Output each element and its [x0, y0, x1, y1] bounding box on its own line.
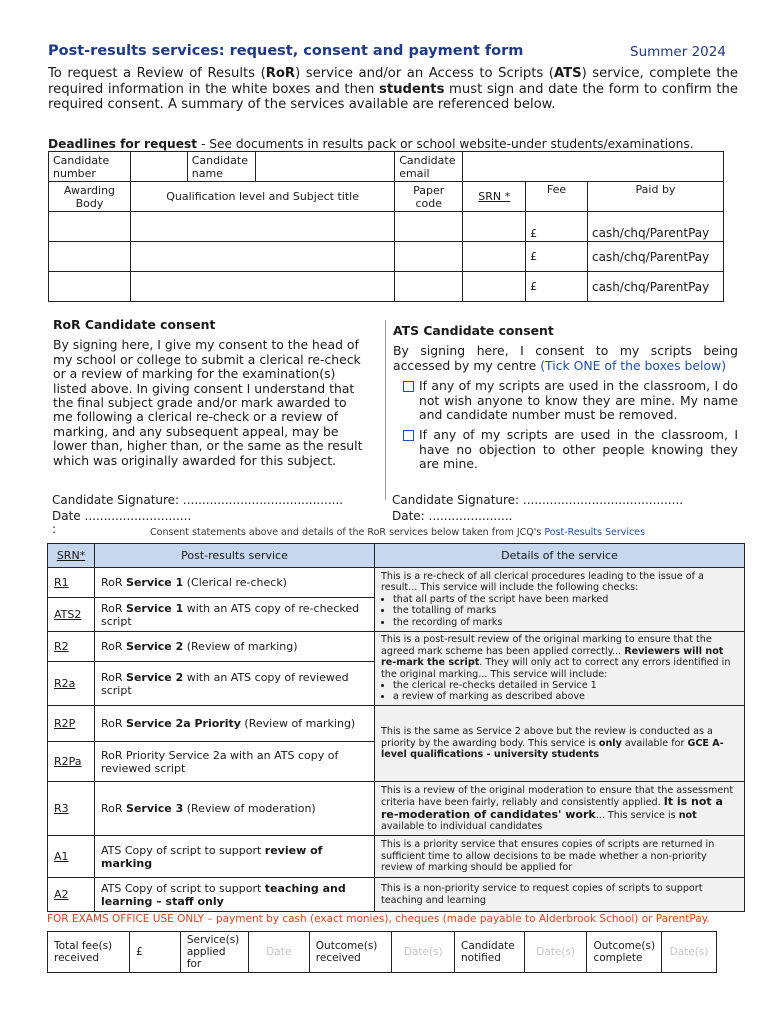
ats-consent-section [393, 324, 738, 472]
details-a1: This is a priority service that ensures copies of scripts are returned in sufficient time to allow decisions to be made whether a non-priority review of marking should be applied for [375, 836, 745, 878]
table-row [48, 782, 745, 836]
consent-note-text: Consent statements above and details of the RoR services below taken from [150, 527, 517, 538]
details-bold: It is not a re-moderation of candidates' work [381, 795, 723, 821]
table-row [48, 568, 745, 598]
srn-header: SRN * [463, 182, 526, 212]
tick-box-option-1[interactable] [403, 381, 414, 392]
details-text-part: This is a review of the original moderation to ensure that the assessment criteria have been fairly, reliably and consistently applied. [381, 784, 734, 809]
tick-box-option-2[interactable] [403, 430, 414, 441]
details-text-part: . They will only act to correct any errors identified in the original marking... This service will include: [381, 657, 731, 680]
table-row [48, 878, 745, 912]
paid-by-field[interactable]: cash/chq/ParentPay [587, 212, 723, 242]
service-r2p [95, 706, 375, 742]
exams-office-table [47, 931, 717, 973]
candidate-notified-label: Candidate notified [455, 932, 525, 973]
srn-column-header: SRN* [48, 544, 95, 568]
details-text [381, 634, 738, 680]
srn-a1: A1 [48, 836, 95, 878]
service-bold: Service 1 [126, 601, 184, 615]
awarding-body-header: Awarding Body [49, 182, 131, 212]
awarding-body-field[interactable] [49, 212, 131, 242]
qualification-field[interactable] [130, 272, 394, 302]
ror-signature-line[interactable]: Candidate Signature: .......................................... [52, 493, 344, 507]
table-row [48, 632, 745, 662]
service-text: ATS Copy of script to support [101, 843, 265, 857]
services-table [47, 543, 745, 912]
srn-field[interactable] [463, 272, 526, 302]
qualification-field[interactable] [130, 242, 394, 272]
dates-field[interactable]: Date(s) [392, 932, 455, 973]
ror-date-colon: : [52, 522, 57, 536]
paper-code-field[interactable] [395, 212, 463, 242]
intro-ror: RoR [265, 66, 296, 81]
form-title: Post-results services: request, consent and payment form [48, 43, 524, 59]
details-column-header: Details of the service [375, 544, 745, 568]
deadlines-line [48, 137, 748, 151]
service-text: RoR [101, 640, 127, 653]
details-bold: not [678, 809, 697, 821]
srn-r3: R3 [48, 782, 95, 836]
details-service-3 [375, 782, 745, 836]
details-text-part: available to individual candidates [381, 820, 543, 832]
service-text: RoR [101, 717, 127, 730]
service-text: with an ATS copy of reviewed script [101, 670, 349, 697]
srn-ats2: ATS2 [48, 598, 95, 632]
intro-students: students [378, 81, 445, 97]
deadlines-label: Deadlines for request [48, 137, 198, 151]
exams-office-note: FOR EXAMS OFFICE USE ONLY – payment by cash (exact monies), cheques (made payable to Alderbrook School) or ParentPay. [47, 913, 710, 925]
srn-r2: R2 [48, 632, 95, 662]
service-r3 [95, 782, 375, 836]
date-field[interactable]: Date [248, 932, 309, 973]
service-a2 [95, 878, 375, 912]
service-text: (Clerical re-check) [183, 576, 287, 589]
ats-option-2-text: If any of my scripts are used in the classroom, I have no objection to other people knowing they are mine. [419, 427, 738, 472]
consent-source-note [150, 527, 645, 538]
table-row [48, 706, 745, 742]
candidate-name-field[interactable] [255, 152, 395, 182]
srn-r1: R1 [48, 568, 95, 598]
service-a1 [95, 836, 375, 878]
paper-code-field[interactable] [395, 272, 463, 302]
ats-signature-line[interactable]: Candidate Signature: .......................................... [392, 493, 684, 507]
service-bold: Service 2 [126, 670, 184, 684]
details-bold: only [598, 737, 622, 749]
srn-r2p: R2P [48, 706, 95, 742]
ror-consent-section [53, 318, 363, 468]
intro-text: must sign and date the form to confirm the required consent. A summary of the services available are referenced below. [48, 81, 739, 113]
intro-ats: ATS [553, 66, 582, 81]
details-text-part: ... This service is [595, 809, 679, 821]
service-text: (Review of marking) [240, 717, 356, 730]
details-service-1 [375, 568, 745, 632]
fee-header: Fee [526, 182, 588, 212]
details-text-part: This is a post-result review of the original marking to ensure that the agreed mark scheme has been applied correctly... [381, 634, 712, 657]
details-text: This is a re-check of all clerical procedures leading to the issue of a result... This service will include the following checks: [381, 570, 704, 594]
ror-consent-heading: RoR Candidate consent [53, 317, 216, 332]
ats-consent-heading: ATS Candidate consent [393, 323, 554, 338]
service-text: RoR [101, 601, 127, 615]
service-bold: Service 3 [126, 802, 184, 815]
candidate-number-field[interactable] [130, 152, 187, 182]
total-fees-field[interactable]: £ [130, 932, 181, 973]
deadlines-text: - See documents in results pack or school website-under students/examinations. [197, 137, 694, 151]
service-bold: Service 2a Priority [126, 717, 241, 730]
srn-r2pa: R2Pa [48, 742, 95, 782]
intro-text: ) service, complete the required information in the white boxes and then [48, 66, 738, 97]
details-bullet: • the recording of marks [393, 617, 738, 628]
qualification-field[interactable] [130, 212, 394, 242]
ats-date-line[interactable]: Date: ...................... [392, 509, 513, 523]
fee-field[interactable]: £ [526, 272, 588, 302]
section-divider [385, 320, 386, 500]
paid-by-header: Paid by [587, 182, 723, 212]
details-text-part: This is the same as Service 2 above but the review is conducted as a priority by the awarding body. This service is [381, 726, 713, 749]
table-row [49, 242, 724, 272]
service-bold: review of marking [101, 843, 323, 870]
intro-text: To request a Review of Results ( [48, 66, 266, 81]
service-column-header: Post-results service [95, 544, 375, 568]
srn-a2: A2 [48, 878, 95, 912]
service-text: ATS Copy of script to support [101, 881, 265, 895]
services-applied-label: Service(s) applied for [180, 932, 248, 973]
awarding-body-field[interactable] [49, 242, 131, 272]
details-service-2a [375, 706, 745, 782]
table-row [49, 272, 724, 302]
details-bullet: • that all parts of the script have been marked [393, 594, 738, 605]
candidate-email-field[interactable] [463, 152, 724, 182]
total-fees-label: Total fee(s) received [48, 932, 130, 973]
intro-paragraph [48, 66, 738, 113]
service-text: RoR [101, 576, 127, 589]
details-text-part: available for [621, 737, 688, 749]
details-bold: GCE A-level qualifications - university students [381, 737, 724, 761]
ats-option-1 [403, 379, 738, 422]
table-row [48, 932, 717, 973]
outcome-complete-label: Outcome(s) complete [587, 932, 662, 973]
ats-consent-body: By signing here, I consent to my scripts being accessed by my centre [393, 343, 738, 373]
service-bold: Service 1 [126, 576, 184, 589]
outcome-received-label: Outcome(s) received [309, 932, 392, 973]
paper-code-header: Paper code [395, 182, 463, 212]
srn-field[interactable] [463, 242, 526, 272]
details-bullet: • a review of marking as described above [393, 691, 738, 702]
service-r2a [95, 662, 375, 706]
service-text: RoR [101, 670, 127, 684]
service-r1 [95, 568, 375, 598]
awarding-body-field[interactable] [49, 272, 131, 302]
table-row [49, 212, 724, 242]
ats-option-2 [403, 428, 738, 471]
post-results-link[interactable]: Post-Results Services [541, 527, 646, 538]
ats-option-1-text: If any of my scripts are used in the classroom, I do not wish anyone to know they are mine. My name and candidate number must be removed. [419, 378, 738, 423]
service-ats2 [95, 598, 375, 632]
candidate-email-label: Candidate email [395, 152, 463, 182]
service-bold: teaching and learning – staff only [101, 881, 346, 908]
season-label: Summer 2024 [630, 44, 726, 60]
service-text: RoR [101, 802, 127, 815]
fee-field[interactable]: £ [526, 242, 588, 272]
details-service-2 [375, 632, 745, 706]
dates-field[interactable]: Date(s) [524, 932, 587, 973]
service-text: (Review of marking) [183, 640, 298, 653]
srn-r2a: R2a [48, 662, 95, 706]
paid-by-field[interactable]: cash/chq/ParentPay [587, 272, 723, 302]
paid-by-field[interactable]: cash/chq/ParentPay [587, 242, 723, 272]
details-a2: This is a non-priority service to request copies of scripts to support teaching and learning [375, 878, 745, 912]
service-r2pa: RoR Priority Service 2a with an ATS copy of reviewed script [95, 742, 375, 782]
ror-consent-text: By signing here, I give my consent to the head of my school or college to submit a clerical re-check or a review of marking for the examination(s) listed above. In giving consent I understand that the final subject grade and/or mark awarded to me following a clerical re-check or a review of marking, and any subsequent appeal, may be lower than, higher than, or the same as the result which was originally awarded for this subject. [53, 337, 363, 468]
srn-field[interactable] [463, 212, 526, 242]
service-text: with an ATS copy of re-checked script [101, 601, 360, 628]
jcq-label: JCQ's [516, 527, 542, 538]
fee-field[interactable]: £ [526, 212, 588, 242]
ats-tick-note: (Tick ONE of the boxes below) [540, 357, 727, 373]
service-r2 [95, 632, 375, 662]
qualification-header: Qualification level and Subject title [130, 182, 394, 212]
service-bold: Service 2 [126, 640, 184, 653]
ror-date-line[interactable]: Date ............................ [52, 509, 192, 523]
candidate-name-label: Candidate name [187, 152, 255, 182]
intro-text: ) service and/or an Access to Scripts ( [295, 66, 554, 81]
table-row [48, 836, 745, 878]
details-bullet: • the clerical re-checks detailed in Service 1 [393, 680, 738, 691]
service-text: (Review of moderation) [183, 802, 316, 815]
dates-field[interactable]: Date(s) [662, 932, 717, 973]
details-bold: Reviewers will not re-mark the script [381, 645, 724, 669]
ats-consent-text [393, 344, 738, 373]
candidate-number-label: Candidate number [49, 152, 131, 182]
details-bullet: • the totalling of marks [393, 605, 738, 616]
request-table [48, 151, 724, 302]
paper-code-field[interactable] [395, 242, 463, 272]
